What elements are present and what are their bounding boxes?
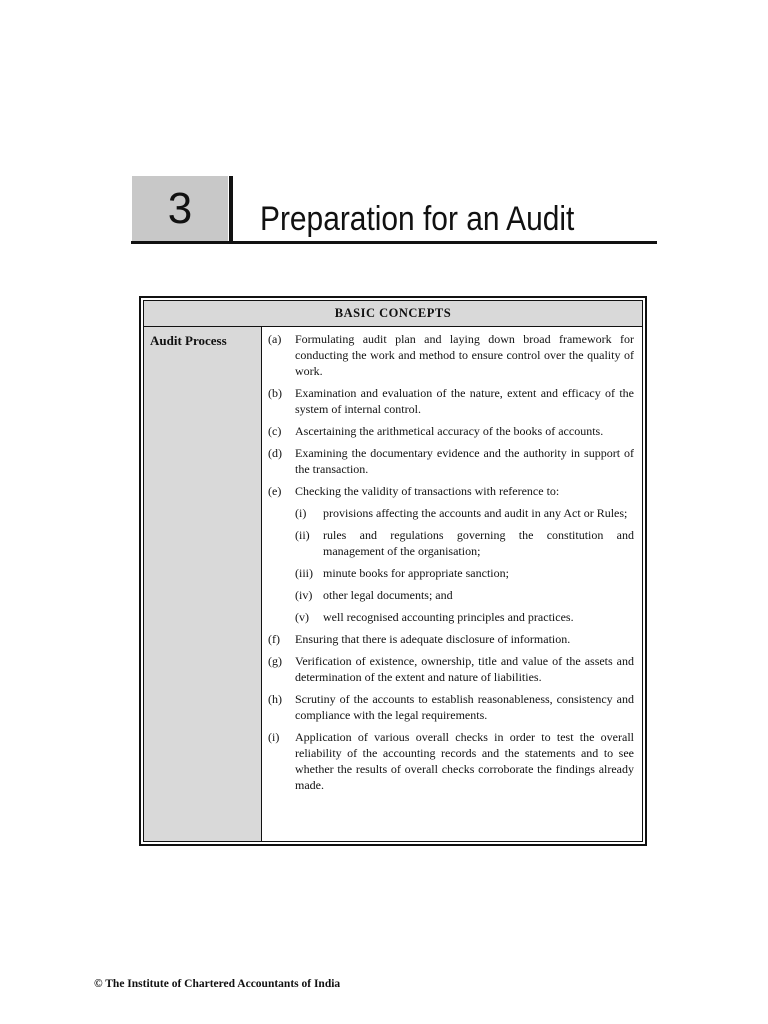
list-marker: (iv) <box>295 588 313 602</box>
table-inner <box>143 300 643 842</box>
list-text: Scrutiny of the accounts to establish reasonableness, consistency and compliance with the legal requirements. <box>295 692 634 722</box>
list-marker: (v) <box>295 610 309 624</box>
sub-list-item <box>268 587 634 603</box>
list-item <box>268 631 634 647</box>
row-label: Audit Process <box>150 333 227 348</box>
list-marker: (i) <box>295 506 307 520</box>
chapter-number: 3 <box>132 176 228 241</box>
list-marker: (i) <box>268 730 280 744</box>
list-text: provisions affecting the accounts and audit in any Act or Rules; <box>323 506 628 520</box>
chapter-divider <box>229 176 233 242</box>
list-text: Formulating audit plan and laying down broad framework for conducting the work and method to ensure control over the quality of work. <box>295 332 634 378</box>
list-marker: (a) <box>268 332 282 346</box>
list-text: well recognised accounting principles and practices. <box>323 610 574 624</box>
list-item <box>268 423 634 439</box>
copyright-footer: © The Institute of Chartered Accountants of India <box>94 978 341 990</box>
list-item <box>268 331 634 379</box>
list-marker: (c) <box>268 424 282 438</box>
list-text: rules and regulations governing the constitution and management of the organisation; <box>323 528 634 558</box>
list-item <box>268 385 634 417</box>
sub-list-item <box>268 565 634 581</box>
content-cell <box>262 327 642 841</box>
list-text: Checking the validity of transactions with reference to: <box>295 484 560 498</box>
sub-list-item <box>268 609 634 625</box>
list-text: minute books for appropriate sanction; <box>323 566 509 580</box>
list-item <box>268 729 634 793</box>
list-text: Ensuring that there is adequate disclosure of information. <box>295 632 571 646</box>
list-item <box>268 445 634 477</box>
sub-list-item <box>268 505 634 521</box>
row-label-cell <box>144 327 262 841</box>
list-item <box>268 653 634 685</box>
list-marker: (f) <box>268 632 280 646</box>
list-marker: (e) <box>268 484 282 498</box>
list-marker: (g) <box>268 654 282 668</box>
list-marker: (iii) <box>295 566 313 580</box>
chapter-title: Preparation for an Audit <box>260 200 575 238</box>
list-item <box>268 483 634 499</box>
list-text: Examination and evaluation of the nature, extent and efficacy of the system of internal control. <box>295 386 634 416</box>
list-marker: (d) <box>268 446 282 460</box>
list-text: Examining the documentary evidence and the authority in support of the transaction. <box>295 446 634 476</box>
chapter-rule <box>131 241 657 244</box>
list-text: Application of various overall checks in order to test the overall reliability of the accounting records and the statements and to see whether the results of overall checks corroborate the findings already made. <box>295 730 634 792</box>
list-marker: (ii) <box>295 528 310 542</box>
list-text: other legal documents; and <box>323 588 453 602</box>
list-marker: (b) <box>268 386 282 400</box>
list-text: Ascertaining the arithmetical accuracy of the books of accounts. <box>295 424 604 438</box>
list-item <box>268 691 634 723</box>
list-marker: (h) <box>268 692 282 706</box>
sub-list-item <box>268 527 634 559</box>
basic-concepts-table <box>139 296 647 846</box>
list-text: Verification of existence, ownership, title and value of the assets and determination of the extent and nature of liabilities. <box>295 654 634 684</box>
table-heading: BASIC CONCEPTS <box>144 301 642 327</box>
